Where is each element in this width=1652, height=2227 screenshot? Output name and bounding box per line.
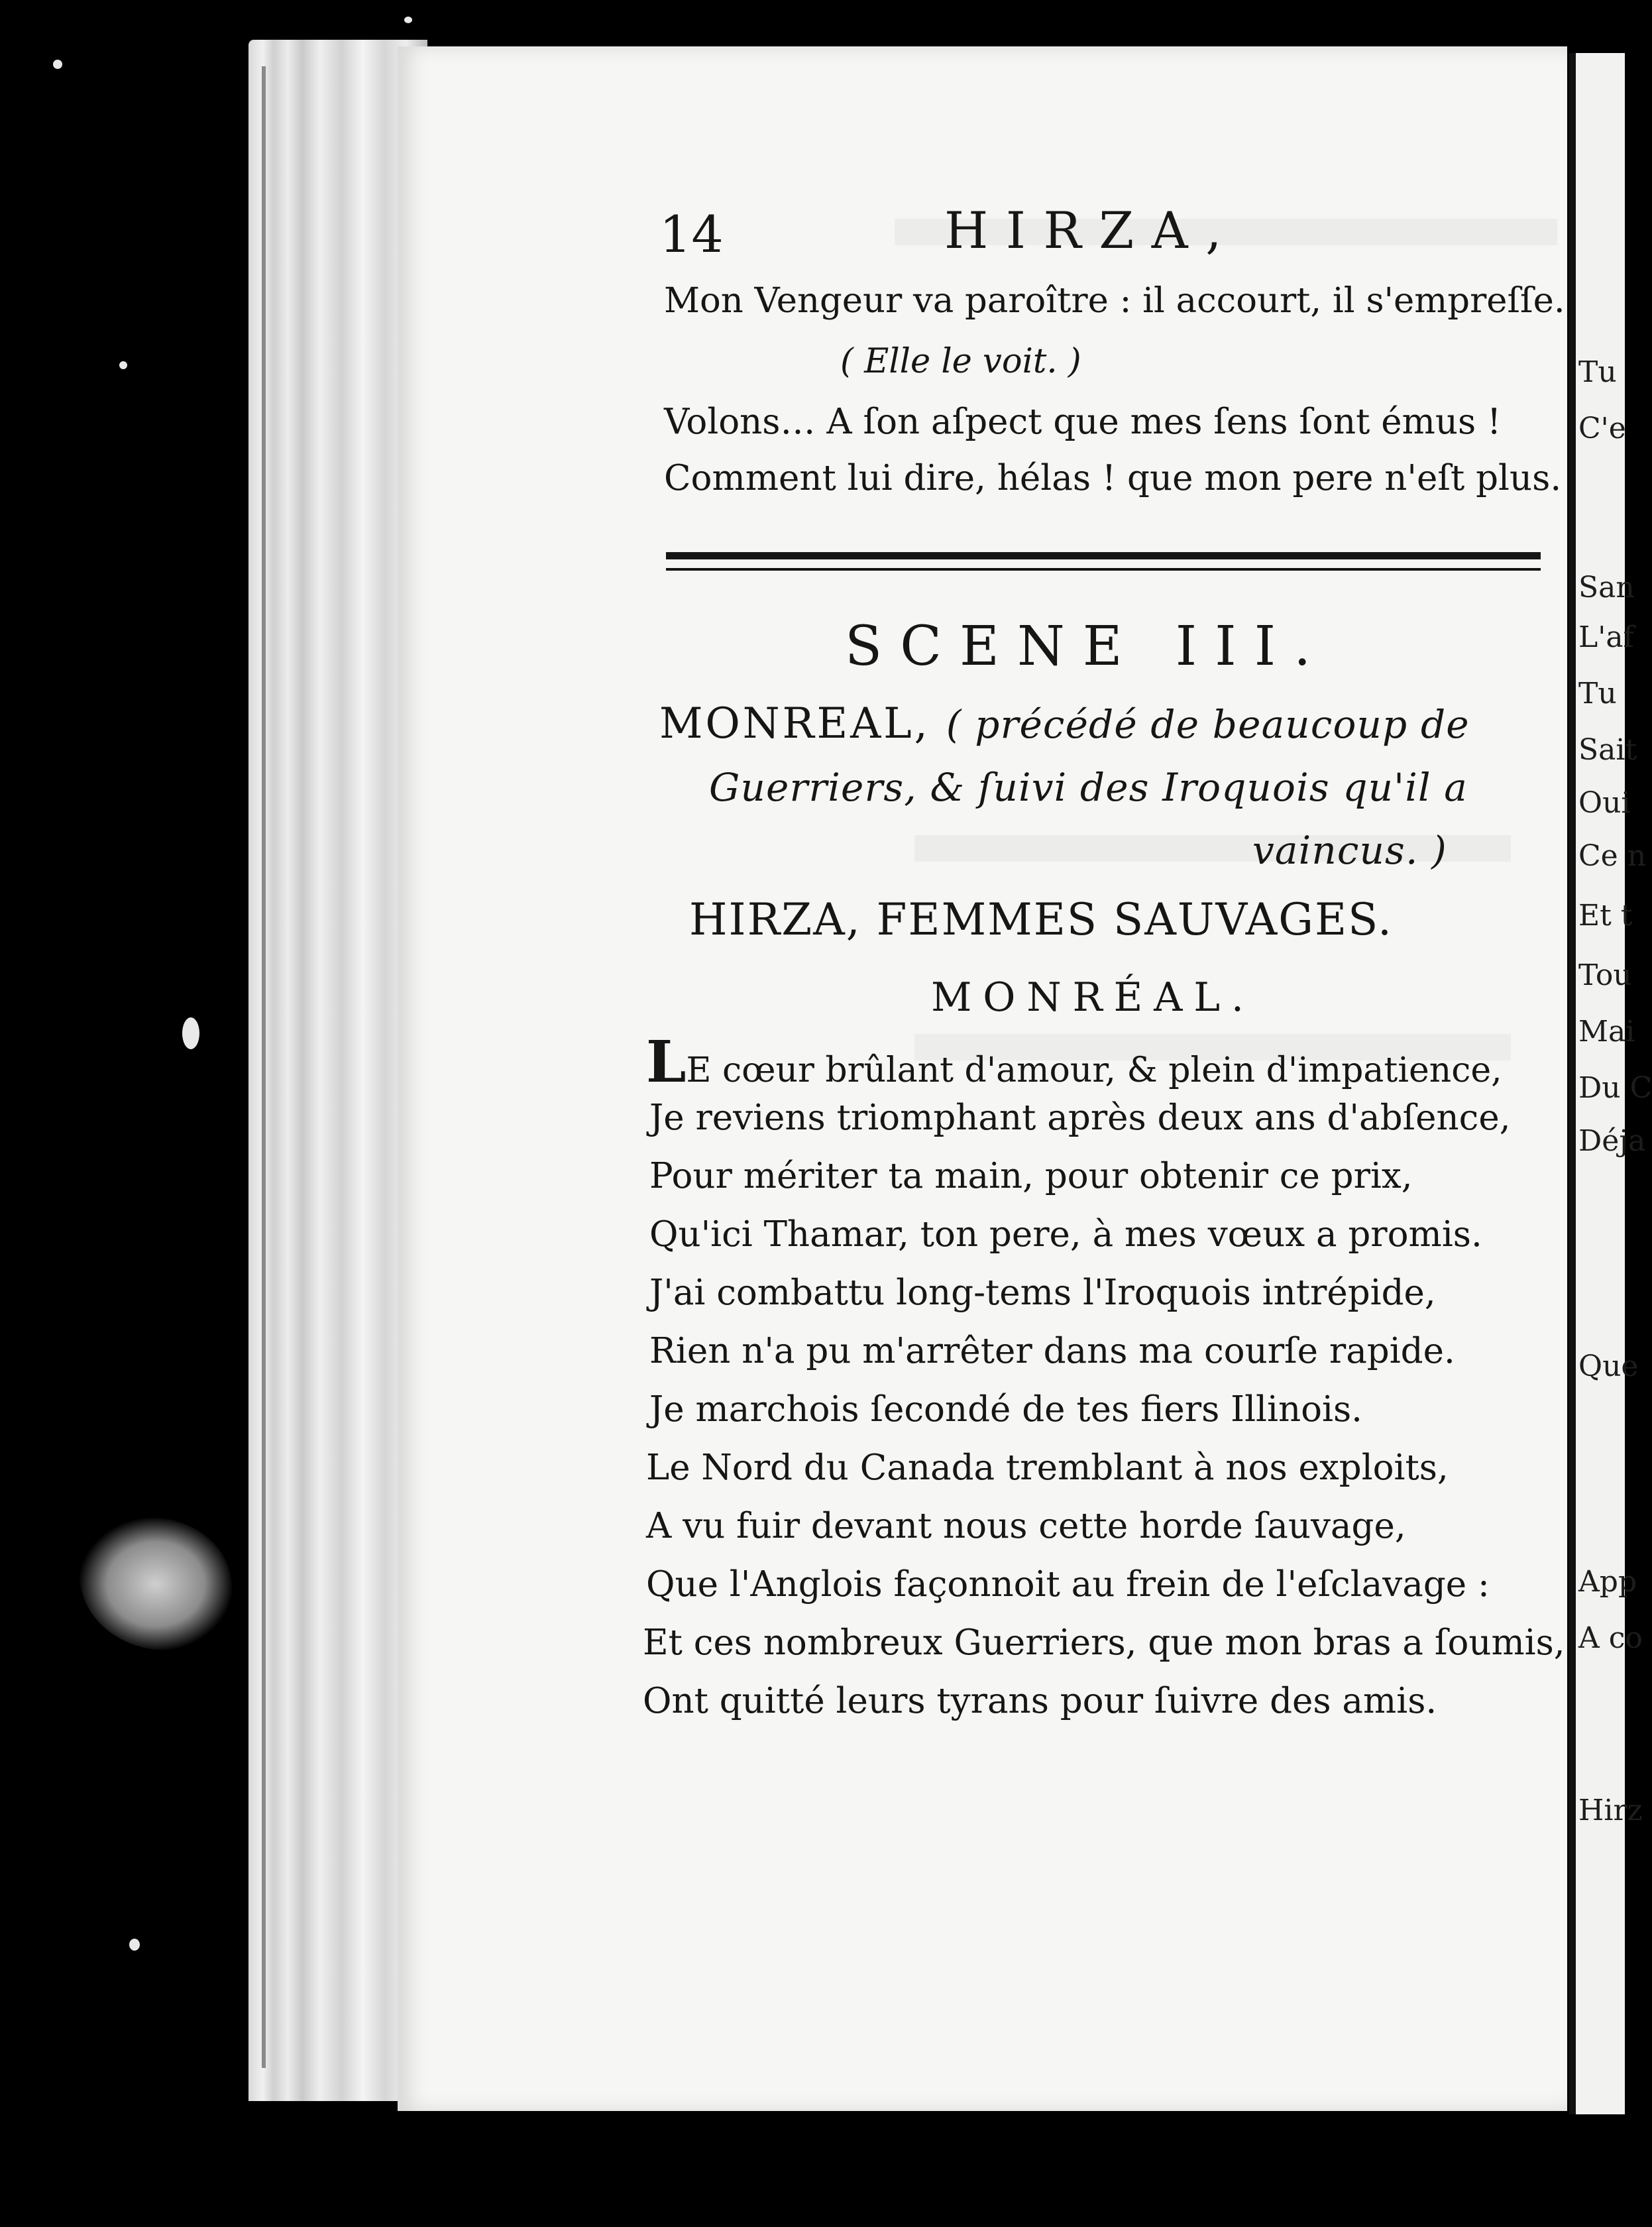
verse-line: Pour mériter ta main, pour obtenir ce prix, — [649, 1156, 1413, 1196]
verse-line: Que l'Anglois façonnoit au frein de l'eſclavage : — [646, 1564, 1490, 1605]
facing-page-fragment: Mai — [1578, 1015, 1635, 1049]
verse-line: Mon Vengeur va paroître : il accourt, il s'empreſſe. — [664, 280, 1565, 321]
facing-page-fragment: C'e — [1578, 412, 1626, 445]
verse-line: Qu'ici Thamar, ton pere, à mes vœux a promis. — [649, 1214, 1482, 1255]
facing-page-fragment: L'af — [1578, 620, 1634, 654]
verse-line: A vu fuir devant nous cette horde ſauvage, — [646, 1506, 1406, 1546]
page-fold-line — [262, 66, 266, 2068]
ink-blot — [80, 1518, 232, 1650]
verse-line: Ont quitté leurs tyrans pour ſuivre des amis. — [643, 1681, 1437, 1721]
verse-line: Rien n'a pu m'arrêter dans ma courſe rapide. — [649, 1331, 1455, 1371]
facing-page-fragment: Hirz — [1578, 1794, 1643, 1827]
dust-speck — [53, 60, 62, 69]
facing-page-fragment: Déja — [1578, 1124, 1646, 1158]
character-direction: ( précédé de beaucoup de — [946, 702, 1470, 747]
facing-page-fragment: Du C — [1578, 1071, 1652, 1105]
character-direction: Guerriers, & ſuivi des Iroquois qu'il a — [709, 765, 1468, 810]
facing-page-fragment: San — [1578, 571, 1635, 604]
character-direction: vaincus. ) — [1252, 828, 1447, 873]
page-number: 14 — [659, 205, 724, 264]
facing-page-fragment: App — [1578, 1565, 1637, 1599]
facing-page-fragment: Tu — [1578, 355, 1617, 389]
speaker-name: MONRÉAL. — [931, 974, 1255, 1021]
facing-page-sliver — [1569, 53, 1652, 2114]
dust-speck — [119, 361, 127, 369]
character-list-line — [659, 699, 1470, 748]
dust-speck — [404, 17, 412, 23]
verse-line: Le Nord du Canada tremblant à nos exploits, — [646, 1448, 1449, 1488]
facing-page-fragment: A co — [1578, 1621, 1643, 1655]
verse-line: J'ai combattu long-tems l'Iroquois intrépide, — [649, 1273, 1436, 1313]
verse-line: Et ces nombreux Guerriers, que mon bras a ſoumis, — [643, 1623, 1565, 1663]
facing-page-fragment: Que — [1578, 1349, 1639, 1383]
section-rule-thick — [666, 552, 1541, 559]
verse-line — [646, 1029, 1502, 1096]
verse-line: Volons… A ſon aſpect que mes ſens ſont émus ! — [664, 402, 1502, 442]
character-name: MONREAL, — [659, 699, 930, 748]
facing-page-fragment: Tu — [1578, 677, 1617, 711]
character-list-line: HIRZA, FEMMES SAUVAGES. — [689, 894, 1393, 945]
running-title: HIRZA, — [944, 201, 1239, 260]
page-gutter — [1569, 53, 1576, 2114]
scene-title: SCENE III. — [845, 615, 1329, 678]
character-list-line — [1252, 828, 1447, 871]
facing-page-fragment: Oui — [1578, 786, 1631, 820]
verse-line: Je reviens triomphant après deux ans d'abſence, — [649, 1098, 1511, 1138]
facing-page-fragment: Et t — [1578, 899, 1633, 933]
verse-line: Je marchois ſecondé de tes fiers Illinois. — [649, 1389, 1362, 1430]
character-list-line — [709, 766, 1468, 808]
facing-page-fragment: Tou — [1578, 958, 1632, 992]
facing-page-fragment: Ce n — [1578, 839, 1647, 873]
drop-cap: L — [646, 1029, 687, 1096]
dust-speck — [182, 1017, 199, 1049]
stage-direction: ( Elle le voit. ) — [840, 342, 1081, 381]
verse-line: Comment lui dire, hélas ! que mon pere n'eſt plus. — [664, 458, 1562, 498]
verse-line-text: E cœur brûlant d'amour, & plein d'impatience, — [686, 1051, 1502, 1090]
facing-page-fragment: Sait — [1578, 733, 1637, 767]
dust-speck — [129, 1939, 140, 1951]
section-rule-thin — [666, 568, 1541, 571]
